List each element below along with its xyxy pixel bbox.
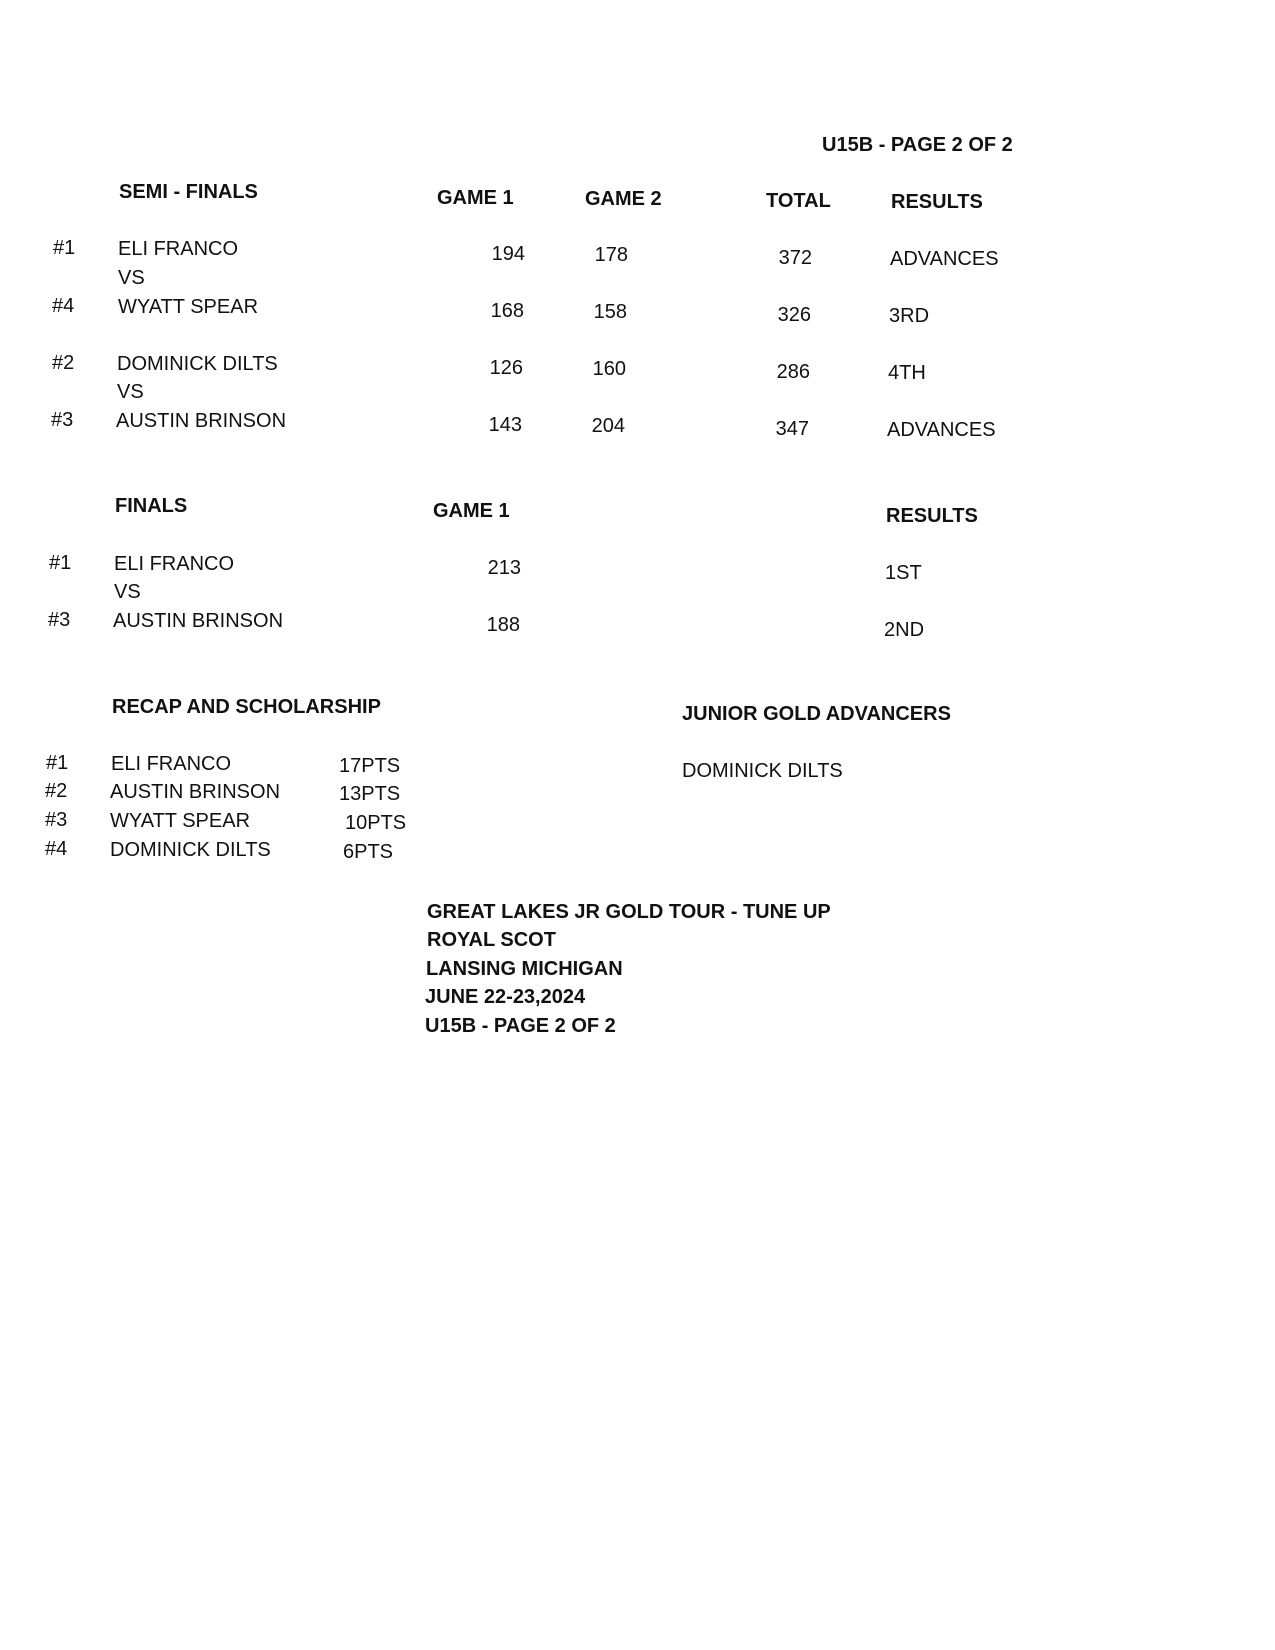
seed: #1 <box>49 552 72 574</box>
seed: #3 <box>48 609 71 631</box>
advancers-heading: JUNIOR GOLD ADVANCERS <box>682 703 951 725</box>
bowler-name: DOMINICK DILTS <box>110 839 271 861</box>
game2-score: 158 <box>593 301 627 323</box>
finals-col-results: RESULTS <box>886 505 978 527</box>
semifinals-col-game2: GAME 2 <box>585 188 662 210</box>
bowler-name: WYATT SPEAR <box>118 296 259 318</box>
rank: #1 <box>46 752 69 774</box>
event-location: LANSING MICHIGAN <box>426 958 623 980</box>
finals-heading: FINALS <box>115 495 188 517</box>
result: 2ND <box>884 619 925 641</box>
event-name: GREAT LAKES JR GOLD TOUR - TUNE UP <box>427 901 831 923</box>
vs-label: VS <box>117 381 144 403</box>
game1-score: 194 <box>491 243 525 265</box>
rank: #2 <box>45 780 68 802</box>
semifinals-col-game1: GAME 1 <box>437 187 514 209</box>
rank: #3 <box>45 809 68 831</box>
bowler-name: DOMINICK DILTS <box>117 353 278 375</box>
bowler-name: AUSTIN BRINSON <box>116 410 287 432</box>
bowler-name: ELI FRANCO <box>114 553 235 575</box>
vs-label: VS <box>114 581 141 603</box>
vs-label: VS <box>118 267 145 289</box>
game2-score: 178 <box>594 244 628 266</box>
seed: #2 <box>52 352 75 374</box>
points: 13PTS <box>339 783 401 805</box>
result: 3RD <box>889 305 930 327</box>
finals-col-game1: GAME 1 <box>433 500 510 522</box>
total-score: 372 <box>778 247 812 269</box>
total-score: 286 <box>776 361 810 383</box>
semifinals-col-total: TOTAL <box>766 190 831 212</box>
game1-score: 188 <box>486 614 520 636</box>
venue-name: ROYAL SCOT <box>427 929 556 951</box>
result: ADVANCES <box>887 419 996 441</box>
total-score: 326 <box>777 304 811 326</box>
game2-score: 204 <box>591 415 625 437</box>
seed: #4 <box>52 295 75 317</box>
advancer-name: DOMINICK DILTS <box>682 760 843 782</box>
game2-score: 160 <box>592 358 626 380</box>
bowler-name: ELI FRANCO <box>111 753 232 775</box>
result: ADVANCES <box>890 248 999 270</box>
seed: #1 <box>53 237 76 259</box>
points: 6PTS <box>343 841 394 863</box>
game1-score: 126 <box>489 357 523 379</box>
result: 1ST <box>885 562 922 584</box>
points: 10PTS <box>345 812 407 834</box>
event-dates: JUNE 22-23,2024 <box>425 986 586 1008</box>
page-label-bottom: U15B - PAGE 2 OF 2 <box>425 1015 616 1037</box>
game1-score: 143 <box>488 414 522 436</box>
total-score: 347 <box>775 418 809 440</box>
bowler-name: AUSTIN BRINSON <box>110 781 281 803</box>
game1-score: 213 <box>487 557 521 579</box>
bowler-name: AUSTIN BRINSON <box>113 610 284 632</box>
points: 17PTS <box>339 755 401 777</box>
semifinals-heading: SEMI - FINALS <box>119 181 258 203</box>
bowler-name: ELI FRANCO <box>118 238 239 260</box>
recap-heading: RECAP AND SCHOLARSHIP <box>112 696 381 718</box>
semifinals-col-results: RESULTS <box>891 191 983 213</box>
game1-score: 168 <box>490 300 524 322</box>
bowler-name: WYATT SPEAR <box>110 810 251 832</box>
seed: #3 <box>51 409 74 431</box>
page-label-top: U15B - PAGE 2 OF 2 <box>822 134 1013 156</box>
rank: #4 <box>45 838 68 860</box>
result: 4TH <box>888 362 926 384</box>
